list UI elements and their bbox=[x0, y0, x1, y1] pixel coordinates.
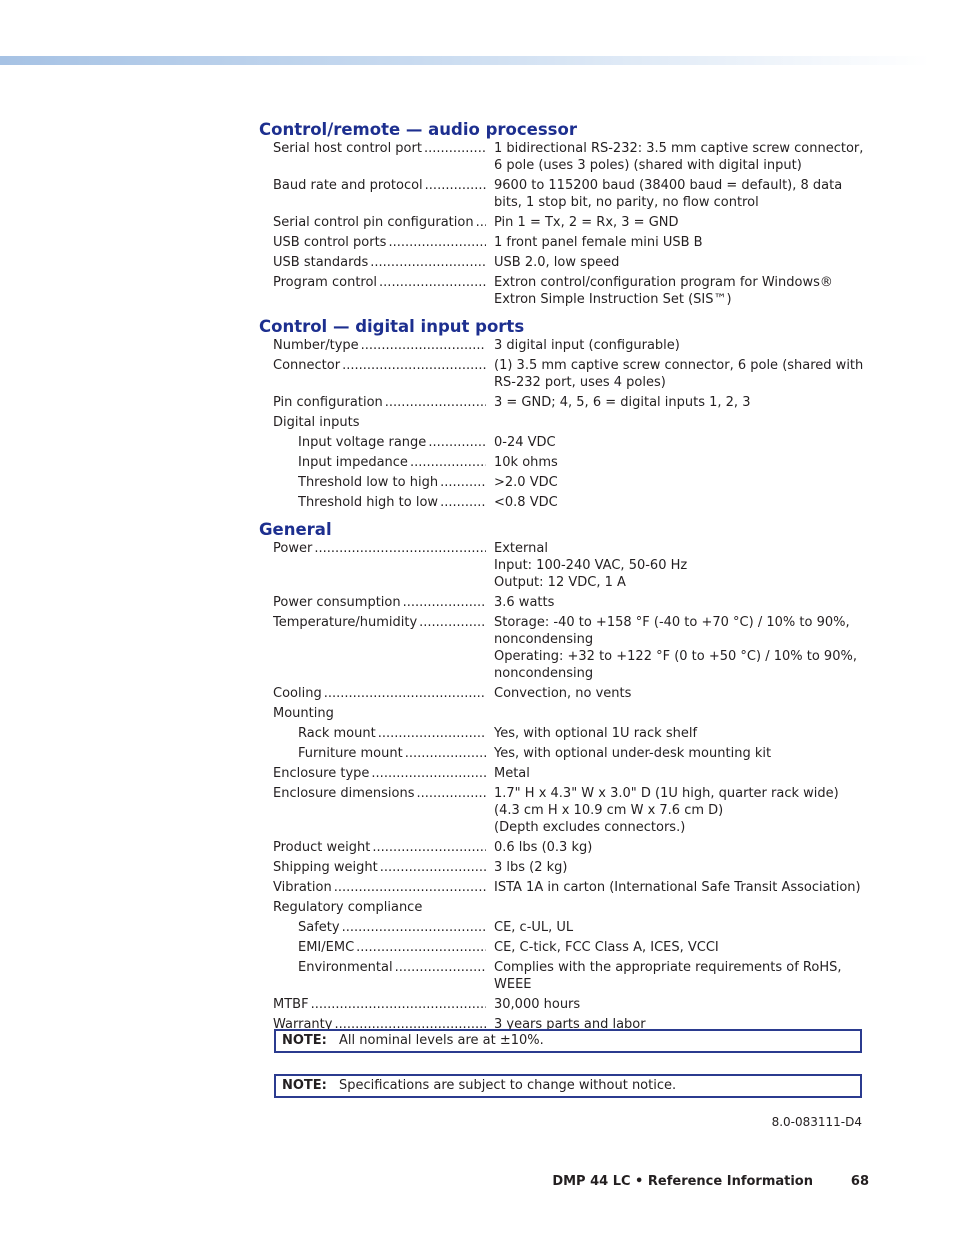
leader-dots bbox=[324, 685, 486, 702]
leader-dots bbox=[371, 765, 486, 782]
leader-dots bbox=[361, 337, 486, 354]
spec-row bbox=[259, 494, 869, 514]
leader-dots bbox=[425, 177, 486, 211]
spec-label-cell bbox=[298, 494, 486, 511]
spec-row bbox=[259, 996, 869, 1016]
note-tag: NOTE: bbox=[282, 1033, 327, 1048]
section-title: Control/remote — audio processor bbox=[259, 120, 577, 139]
leader-dots bbox=[388, 234, 486, 251]
spec-label-cell bbox=[273, 785, 486, 836]
spec-row bbox=[259, 939, 869, 959]
spec-row bbox=[259, 177, 869, 214]
spec-row bbox=[259, 254, 869, 274]
leader-dots bbox=[428, 434, 486, 451]
spec-value-line: 3.6 watts bbox=[494, 595, 555, 610]
spec-value bbox=[494, 494, 864, 511]
leader-dots bbox=[314, 540, 486, 591]
spec-row bbox=[259, 839, 869, 859]
spec-value-line: 1 bidirectional RS-232: 3.5 mm captive screw connector, 6 pole (uses 3 poles) (shared with digital input) bbox=[494, 141, 864, 173]
leader-dots bbox=[372, 839, 486, 856]
spec-label: EMI/EMC bbox=[298, 940, 355, 955]
spec-value bbox=[494, 274, 864, 308]
leader-dots bbox=[342, 919, 486, 936]
spec-label-cell bbox=[273, 879, 486, 896]
spec-label-cell bbox=[273, 899, 486, 916]
spec-row bbox=[259, 414, 869, 434]
spec-label: Cooling bbox=[273, 686, 322, 701]
spec-label: Mounting bbox=[273, 706, 334, 721]
spec-label: Furniture mount bbox=[298, 746, 403, 761]
spec-value bbox=[494, 839, 864, 856]
spec-value bbox=[494, 859, 864, 876]
leader-dots bbox=[395, 959, 486, 993]
spec-label: Environmental bbox=[298, 960, 393, 975]
spec-section bbox=[259, 317, 869, 514]
spec-row bbox=[259, 705, 869, 725]
spec-value bbox=[494, 214, 864, 231]
leader-dots bbox=[334, 879, 486, 896]
spec-row bbox=[259, 434, 869, 454]
spec-label: Enclosure dimensions bbox=[273, 786, 415, 801]
spec-label-cell bbox=[273, 614, 486, 682]
spec-label: Threshold low to high bbox=[298, 475, 439, 490]
spec-value bbox=[494, 745, 864, 762]
spec-row bbox=[259, 899, 869, 919]
spec-value bbox=[494, 996, 864, 1013]
spec-value-line: (Depth excludes connectors.) bbox=[494, 820, 686, 835]
spec-label-cell bbox=[273, 859, 486, 876]
spec-label-cell bbox=[273, 140, 486, 174]
spec-value-line: Extron Simple Instruction Set (SIS™) bbox=[494, 292, 732, 307]
leader-dots bbox=[403, 594, 486, 611]
spec-value bbox=[494, 879, 864, 896]
spec-row bbox=[259, 234, 869, 254]
header-gradient-bar bbox=[0, 56, 930, 65]
spec-row bbox=[259, 394, 869, 414]
leader-dots bbox=[379, 274, 486, 308]
spec-value bbox=[494, 140, 864, 174]
spec-label-cell bbox=[298, 725, 486, 742]
spec-value bbox=[494, 959, 864, 993]
leader-dots bbox=[342, 357, 486, 391]
spec-label: Serial control pin configuration bbox=[273, 215, 474, 230]
spec-row bbox=[259, 725, 869, 745]
spec-value bbox=[494, 337, 864, 354]
spec-row bbox=[259, 357, 869, 394]
note-tag: NOTE: bbox=[282, 1078, 327, 1093]
spec-label-cell bbox=[273, 254, 486, 271]
spec-row bbox=[259, 745, 869, 765]
spec-value-line: (1) 3.5 mm captive screw connector, 6 pole (shared with RS-232 port, uses 4 poles) bbox=[494, 358, 864, 390]
spec-value bbox=[494, 939, 864, 956]
spec-value bbox=[494, 785, 864, 836]
spec-value-line: Input: 100-240 VAC, 50-60 Hz bbox=[494, 558, 688, 573]
spec-label: Connector bbox=[273, 358, 341, 373]
note-text: Specifications are subject to change without notice. bbox=[339, 1078, 677, 1093]
spec-value-line: Extron control/configuration program for Windows® bbox=[494, 275, 833, 290]
spec-label-cell bbox=[273, 177, 486, 211]
spec-label: USB standards bbox=[273, 255, 369, 270]
spec-label: Enclosure type bbox=[273, 766, 370, 781]
spec-value bbox=[494, 685, 864, 702]
spec-row bbox=[259, 614, 869, 685]
leader-dots bbox=[424, 899, 486, 916]
spec-row bbox=[259, 594, 869, 614]
spec-value-line: 30,000 hours bbox=[494, 997, 581, 1012]
spec-label: MTBF bbox=[273, 997, 309, 1012]
spec-value-line: ISTA 1A in carton (International Safe Transit Association) bbox=[494, 880, 861, 895]
spec-label: Input impedance bbox=[298, 455, 408, 470]
spec-value-line: 0.6 lbs (0.3 kg) bbox=[494, 840, 593, 855]
spec-value bbox=[494, 540, 864, 591]
spec-row bbox=[259, 765, 869, 785]
document-code: 8.0-083111-D4 bbox=[771, 1115, 862, 1129]
spec-row bbox=[259, 785, 869, 839]
spec-label-cell bbox=[298, 745, 486, 762]
spec-label: Shipping weight bbox=[273, 860, 378, 875]
page-number: 68 bbox=[850, 1174, 869, 1189]
spec-row bbox=[259, 685, 869, 705]
spec-value-line: <0.8 VDC bbox=[494, 495, 558, 510]
spec-row bbox=[259, 140, 869, 177]
spec-label: Program control bbox=[273, 275, 378, 290]
spec-value-line: 1 front panel female mini USB B bbox=[494, 235, 703, 250]
leader-dots bbox=[440, 494, 486, 511]
spec-value bbox=[494, 254, 864, 271]
spec-value bbox=[494, 919, 864, 936]
leader-dots bbox=[416, 785, 486, 836]
spec-row bbox=[259, 919, 869, 939]
leader-dots bbox=[405, 745, 486, 762]
spec-value-line: 9600 to 115200 baud (38400 baud = default), 8 data bits, 1 stop bit, no parity, no flow control bbox=[494, 178, 843, 210]
spec-label: Pin configuration bbox=[273, 395, 383, 410]
spec-value-line: 0-24 VDC bbox=[494, 435, 556, 450]
leader-dots bbox=[424, 140, 486, 174]
spec-value-line: Output: 12 VDC, 1 A bbox=[494, 575, 626, 590]
spec-label: Warranty bbox=[273, 1017, 333, 1032]
spec-label-cell bbox=[273, 234, 486, 251]
spec-label-cell bbox=[273, 394, 486, 411]
spec-row bbox=[259, 959, 869, 996]
spec-row bbox=[259, 879, 869, 899]
spec-value-line: Yes, with optional 1U rack shelf bbox=[494, 726, 698, 741]
note-box-specs bbox=[274, 1074, 862, 1098]
spec-value bbox=[494, 725, 864, 742]
spec-value-line: >2.0 VDC bbox=[494, 475, 558, 490]
footer-title: DMP 44 LC • Reference Information bbox=[552, 1174, 813, 1189]
leader-dots bbox=[336, 705, 486, 722]
leader-dots bbox=[476, 214, 486, 231]
leader-dots bbox=[419, 614, 486, 682]
leader-dots bbox=[370, 254, 486, 271]
spec-label-cell bbox=[298, 474, 486, 491]
spec-label-cell bbox=[273, 705, 486, 722]
spec-value-line: External bbox=[494, 541, 548, 556]
spec-value-line: 3 digital input (configurable) bbox=[494, 338, 680, 353]
spec-row bbox=[259, 859, 869, 879]
leader-dots bbox=[385, 394, 486, 411]
spec-row bbox=[259, 540, 869, 594]
spec-value-line: Complies with the appropriate requirements of RoHS, WEEE bbox=[494, 960, 842, 992]
spec-label: Baud rate and protocol bbox=[273, 178, 423, 193]
spec-section bbox=[259, 120, 869, 311]
spec-label-cell bbox=[298, 919, 486, 936]
spec-value bbox=[494, 434, 864, 451]
spec-value-line: CE, C-tick, FCC Class A, ICES, VCCI bbox=[494, 940, 719, 955]
spec-label-cell bbox=[273, 594, 486, 611]
spec-value-line: CE, c-UL, UL bbox=[494, 920, 574, 935]
spec-label-cell bbox=[298, 939, 486, 956]
spec-value bbox=[494, 614, 864, 682]
spec-value bbox=[494, 394, 864, 411]
spec-label: Power consumption bbox=[273, 595, 401, 610]
spec-label: Serial host control port bbox=[273, 141, 422, 156]
spec-label: Vibration bbox=[273, 880, 332, 895]
spec-value-line: Operating: +32 to +122 °F (0 to +50 °C) / 10% to 90%, noncondensing bbox=[494, 649, 857, 681]
section-title: General bbox=[259, 520, 332, 539]
spec-value-line: Storage: -40 to +158 °F (-40 to +70 °C) / 10% to 90%, noncondensing bbox=[494, 615, 850, 647]
spec-label-cell bbox=[298, 959, 486, 993]
spec-value bbox=[494, 705, 864, 722]
spec-value-line: Convection, no vents bbox=[494, 686, 632, 701]
spec-label-cell bbox=[298, 434, 486, 451]
note-text: All nominal levels are at ±10%. bbox=[339, 1033, 544, 1048]
spec-label-cell bbox=[273, 357, 486, 391]
spec-label: Power bbox=[273, 541, 313, 556]
spec-value-line: 3 years parts and labor bbox=[494, 1017, 646, 1032]
spec-label: Safety bbox=[298, 920, 340, 935]
spec-section bbox=[259, 520, 869, 1036]
section-title: Control — digital input ports bbox=[259, 317, 525, 336]
spec-label-cell bbox=[273, 337, 486, 354]
spec-label: Temperature/humidity bbox=[273, 615, 418, 630]
spec-value-line: 10k ohms bbox=[494, 455, 558, 470]
spec-value-line: 3 lbs (2 kg) bbox=[494, 860, 568, 875]
spec-value bbox=[494, 177, 864, 211]
spec-value bbox=[494, 899, 864, 916]
leader-dots bbox=[410, 454, 486, 471]
spec-label: Regulatory compliance bbox=[273, 900, 423, 915]
spec-value bbox=[494, 594, 864, 611]
spec-label: Number/type bbox=[273, 338, 359, 353]
spec-value-line: 3 = GND; 4, 5, 6 = digital inputs 1, 2, 3 bbox=[494, 395, 751, 410]
spec-label: Product weight bbox=[273, 840, 371, 855]
leader-dots bbox=[356, 939, 486, 956]
spec-label-cell bbox=[273, 214, 486, 231]
spec-value bbox=[494, 357, 864, 391]
spec-label-cell bbox=[273, 540, 486, 591]
spec-label-cell bbox=[273, 274, 486, 308]
spec-label: Rack mount bbox=[298, 726, 376, 741]
spec-label: Threshold high to low bbox=[298, 495, 439, 510]
spec-label: Input voltage range bbox=[298, 435, 427, 450]
leader-dots bbox=[380, 859, 486, 876]
spec-value-line: Pin 1 = Tx, 2 = Rx, 3 = GND bbox=[494, 215, 679, 230]
spec-label-cell bbox=[273, 685, 486, 702]
spec-value-line: (4.3 cm H x 10.9 cm W x 7.6 cm D) bbox=[494, 803, 724, 818]
spec-row bbox=[259, 274, 869, 311]
spec-row bbox=[259, 454, 869, 474]
spec-row bbox=[259, 214, 869, 234]
spec-value-line: Metal bbox=[494, 766, 530, 781]
spec-value bbox=[494, 234, 864, 251]
spec-content bbox=[259, 120, 869, 1042]
spec-value-line: 1.7" H x 4.3" W x 3.0" D (1U high, quarter rack wide) bbox=[494, 786, 839, 801]
spec-value bbox=[494, 454, 864, 471]
spec-value bbox=[494, 474, 864, 491]
leader-dots bbox=[440, 474, 486, 491]
spec-label-cell bbox=[273, 839, 486, 856]
leader-dots bbox=[362, 414, 486, 431]
spec-label-cell bbox=[273, 996, 486, 1013]
note-box-levels bbox=[274, 1029, 862, 1053]
spec-value-line: USB 2.0, low speed bbox=[494, 255, 620, 270]
spec-label: Digital inputs bbox=[273, 415, 360, 430]
spec-value bbox=[494, 414, 864, 431]
leader-dots bbox=[378, 725, 486, 742]
spec-label-cell bbox=[298, 454, 486, 471]
spec-label-cell bbox=[273, 765, 486, 782]
spec-row bbox=[259, 474, 869, 494]
spec-value bbox=[494, 765, 864, 782]
spec-label: USB control ports bbox=[273, 235, 387, 250]
leader-dots bbox=[311, 996, 486, 1013]
spec-value-line: Yes, with optional under-desk mounting kit bbox=[494, 746, 772, 761]
spec-row bbox=[259, 337, 869, 357]
spec-label-cell bbox=[273, 414, 486, 431]
